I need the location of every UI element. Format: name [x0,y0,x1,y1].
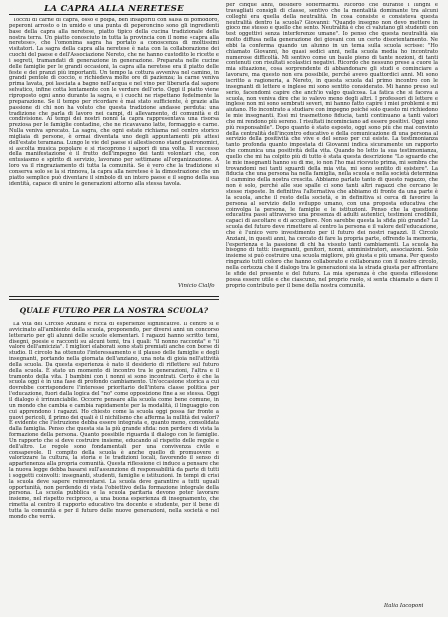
article2-title-underline [60,316,166,317]
article1-title: LA CAPRA ALLA NERETESE [44,4,184,14]
article2-signature: Italia Iacoponi [384,603,424,609]
section-divider [9,296,219,297]
article1-body: Tocchi di carne di capra, osso e polpa, ben insaporiti con salsa di pomodoro, peperoni arrosto o in umido e una punta di peperoncino sono gli ingredienti base della capra alla neretese, piatto tipico della cucina tradizionale della nostra terra. Un piatto conosciuto in tutta la provincia con il nome «capra alla neretese», che l'omonima sagra ha portato a conoscenza di moltissimi visitatori. La sagra della capra alla neretese è nata con la collaborazione dei cuochi del paese e dell'Associazione Nereto, che ne hanno custodito le ricette e i segreti, tramandati di generazione in generazione. Preparata nelle cucine delle famiglie per le grandi occasioni, la capra alla neretese era il piatto delle feste e dei pranzi più importanti. Un tempo la cottura avveniva nel camino, in grandi pentole di coccio, e richiedeva molte ore di pazienza; la carne veniva prima lavata, poi lasciata a bagno nell'acqua e nel vino per liberarla dal sapore selvatico, infine cotta lentamente con le verdure dell'orto. Oggi il piatto viene riproposto ogni anno durante la sagra, e i cuochi ne rispettano fedelmente la preparazione. Se il tempo per ricordare è mai stato sufficiente, è grazie alla passione di chi non ha voluto che questa tradizione andasse perduta: una tradizione che parla di lavoro nei campi, di allevamento, di comunità e di condivisione. Ai tempi dei nostri nonni la capra rappresentava una risorsa preziosa per le famiglie contadine, che ne ricavavano latte, formaggio e carne. Nulla veniva sprecato. La sagra, che ogni estate richiama nel centro storico migliaia di persone, è ormai diventata uno degli appuntamenti più attesi dell'estate teramana. Lungo le vie del paese si allestiscono stand gastronomici, si ascolta musica popolare e si riscoprono i sapori di una volta. Il successo della manifestazione è il frutto dell'impegno dei tanti volontari che, con entusiasmo e spirito di servizio, lavorano per settimane all'organizzazione. A loro va il ringraziamento di tutta la comunità. Se è vero che la tradizione si conserva solo se la si rinnova, la capra alla neretese è la dimostrazione che un piatto semplice può diventare il simbolo di un intero paese e il segno della sua identità, capace di unire le generazioni attorno alla stessa tavola. [9,18,219,187]
article2-body-column-right [226,3,438,595]
article1-title-underline [9,14,219,15]
section-divider-thin [9,299,219,300]
article2-title: QUALE FUTURO PER LA NOSTRA SCUOLA? [19,306,209,315]
article2-body: La vita del Circolo Anziani è ricca di esperienze significative. Il centro si è avvicinato all'ambiente della scuola, proponendo, per diversi anni un concorso letterario per gli alunni delle scuole elementari. I ragazzi hanno scritto temi, disegni, poesie e racconti su alcuni temi, tra i quali: "il nonno racconta" e "il valore dell'amicizia". I migliori elaborati sono stati premiati anche con borse di studio. Il circolo ha ottenuto l'interessamento e il plauso delle famiglie e degli insegnanti, portando nella giornata dell'anziano, una nota di gioia nell'attività della scuola. Da questa esperienza è nato il desiderio di riflettere sul futuro della scuola. È stato un momento di incontro tra le generazioni, l'altra e il tramonto della vita. I bambini con i nonni si sono incontrati. Certo è che la scuola oggi è in una fase di profondo cambiamento. Un'occasione storica a cui dovrebbe corrispondere l'interesse prioritario dell'intera classe politica per l'educazione, fuori dalla logica del "no" come opposizione fine a se stessa. Oggi il dialogo è irrinunciabile. Occorre pensare alla scuola come bene comune, in un mondo che cambia e cambia rapidamente per la modalità, il linguaggio con cui apprendono i ragazzi. Ho chiesto come la scuola oggi possa far fronte a nuovi pericoli, il primo dei quali è il nichilismo che afferma la nullità dei valori? È evidente che l'istruzione debba essere integrata e, quanto meno, consolidata dalla famiglia. Penso che questa sia la più grande sfida: non perdere di vista la formazione della persona. Quanto possibile riguarda il dialogo con le famiglie. Un rapporto che si deve costruire insieme, educando al rispetto delle regole e dell'altro. Le regole sono fondamentali per una convivenza civile e consapevole. Il compito della scuola è anche quello di promuovere e valorizzare la cultura, la storia e le tradizioni locali, favorendo il senso di appartenenza alla propria comunità. Questa riflessione ci induce a pensare che la nuova legge debba basarsi sull'assunzione di responsabilità da parte di tutti i soggetti coinvolti: insegnanti, studenti, famiglie e istituzioni. In tempi di crisi la scuola deve sapere reinventarsi. La scuola deve garantire a tutti uguali opportunità, non perdendo di vista l'obiettivo della formazione integrale della persona. La scuola pubblica e la scuola paritaria devono poter lavorare insieme, nel rispetto reciproco, a una buona esperienza di insegnamento, che rimetta al centro il rapporto educativo tra docente e studente, per il bene di tutta la comunità e per il futuro delle nuove generazioni, nella società e nel mondo che verrà. [9,322,219,520]
article1-signature: Vinicio Cialfo [178,283,215,289]
article2-body-column-left [9,322,219,612]
article1-body-column [9,18,219,282]
article2-body-continued: per cinque anni, desidero soffermarmi. Ricordo che durante i lunghi e travagliati consigli di classe, sentivo che la mentalità dominante tra alcuni colleghi era quella della neutralità. In cosa consiste e consisteva questa neutralità dentro la scuola? Giovanni: "Quando insegno non devo mettere in gioco me stesso e quello che sento. Neutralità è che ci valutano gli studenti con test oggettivi senza interferenze umane". Io penso che questa neutralità sia molto diffusa nella generazione dei giovani con un certo disorientamento. Ne ebbi la conferma quando un alunno in un tema sulla scuola scrisse: "Ho chiamato Giovanni, ho quasi sedici anni, nella scuola media ho incontrato numerose difficoltà. Mi sentivo come un baule pieno di tante nozioni, di tanti contenuti con risultati scolastici negativi. Ricordo che nessuno prese a cuore la mia situazione, cosa sorprendente di abbandonare gli studi e cominciare a lavorare, ma questo non era possibile, perché avevo quattordici anni. Mi sono iscritto a ragioneria, a Nereto, in questa scuola dal primo incontro con le insegnanti di lettere e inglese mi sono sentito considerato. Mi hanno preso sul serio, facendomi capire che anch'io valgo qualcosa. La fatica che si faceva a scuola, non veniva dire che io valevo meno degli altri. I professori di lettere e inglese non mi sono sembrati severi, mi hanno fatto capire i miei problemi e mi aiutano. Ho incontrato a studiare con impegno poiché solo questo mi richiedono le mie insegnanti. Essi mi trasmettono fiducia, tanti continuano a tanti valori che mi rendono più sereno. I risultati incominciano ad essere positivi. Oggi sono più responsabile". Dopo quanto è stato esposto, oggi sono più che mai convinto della centralità dell'incontro educativo e della comunicazione di una persona al servizio della positività che vive e del senso per cui esiste. La testimonianza tanto profonda quanto impostata di Giovanni indica sicuramente un rapporto che comunica una positività della vita. Quando ho letto la sua testimonianza, quello che mi ha colpito più di tutto è stata questa descrizione "Lo sguardo che le mie insegnanti hanno su di me, io non l'ho mai ricevuto prima, mi sembra che trovandomi nei tanti sguardi della mia vita, mi sono sentito di esistere". La fiducia che una persona ha nella famiglia, nella scuola e nella società determina il cammino della nostra crescita. Abbiamo parlato tanto di questo ragazzo, che non è solo, perché alle sue spalle ci sono tanti altri ragazzi che cercano le stesse risposte. In definitiva l'alternativa che abbiamo di fronte da una parte è la scuola, anche il resto della società, e in definitiva si cerca di favorire la persona al servizio dello sviluppo umano, con una proposta educativa che coinvolga la persona, le famiglie e le istituzioni. Penso che la questione educativa passi attraverso una presenza di adulti autentici, testimoni credibili, capaci di ascoltare e di accogliere. Non sarebbe questa la sfida più grande? La scuola del futuro deve rimettere al centro la persona e il valore dell'educazione, che è l'unico vero investimento per il futuro dei nostri ragazzi. Il Circolo Anziani, in questi anni, ha cercato di fare la propria parte, offrendo la memoria, l'esperienza e la passione di chi ha vissuto tanti cambiamenti. La scuola ha bisogno di tutti: insegnanti, genitori, nonni, amministratori, associazioni. Solo insieme si può costruire una scuola migliore, più giusta e più umana. Per questo ringrazio tutti coloro che hanno collaborato e collaborano con il nostro circolo, nella certezza che il dialogo tra le generazioni sia la strada giusta per affrontare le sfide del presente e del futuro. La mia speranza è che questa riflessione possa essere utile e che ciascuno, nel proprio ruolo, si senta chiamato a dare il proprio contributo per il bene della nostra comunità. [226,3,438,289]
